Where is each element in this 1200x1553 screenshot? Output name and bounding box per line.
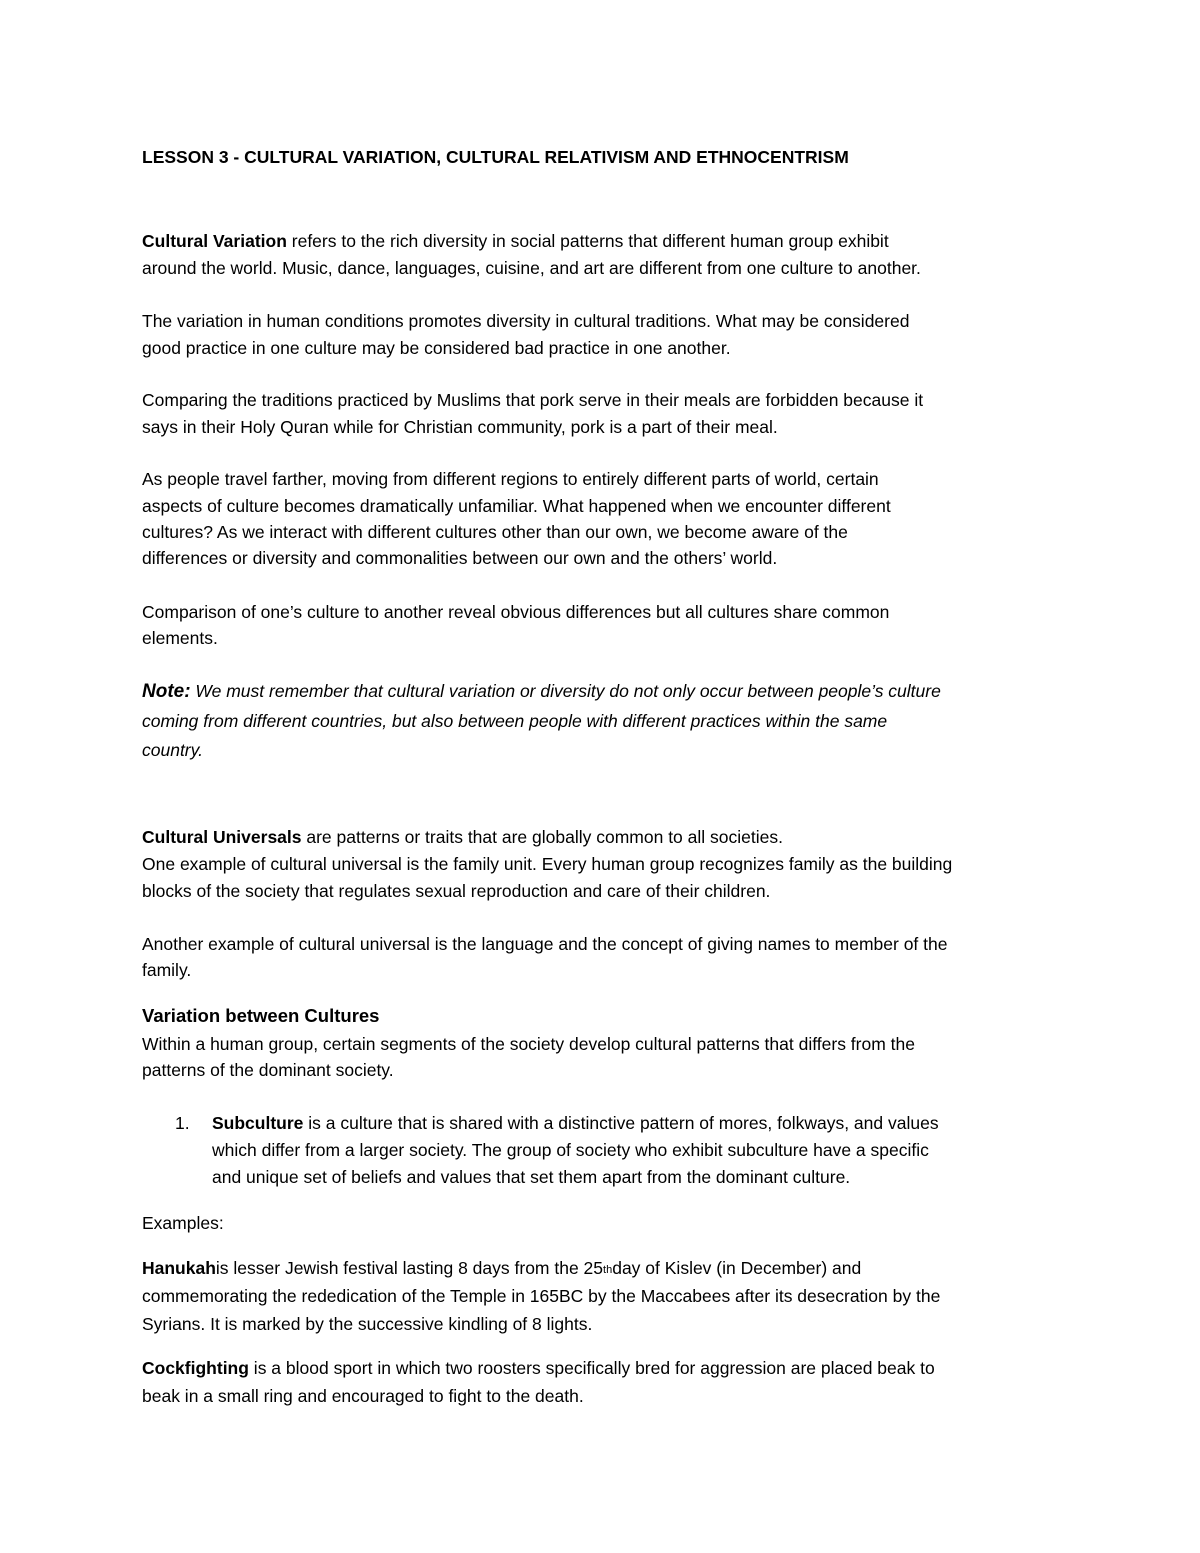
cultural-universals-line-1 [142,826,783,848]
hanukah-term: Hanukah [142,1258,216,1278]
hanukah-superscript: th [603,1264,613,1276]
paragraph-variation-line-2: good practice in one culture may be considered bad practice in one another. [142,338,731,358]
list-item-number: 1. [175,1113,190,1133]
variation-between-line-1: Within a human group, certain segments of the society develop cultural patterns that differs from the [142,1034,915,1054]
paragraph-comparison-line-1: Comparison of one’s culture to another reveal obvious differences but all cultures share common [142,602,890,622]
hanukah-line-3: Syrians. It is marked by the successive kindling of 8 lights. [142,1314,593,1334]
paragraph-comparison-line-2: elements. [142,628,218,648]
note-label: Note: [142,681,191,702]
paragraph-language-line-1: Another example of cultural universal is the language and the concept of giving names to member of the [142,934,948,954]
variation-between-line-2: patterns of the dominant society. [142,1060,394,1080]
hanukah-text-b: day of Kislev (in December) and [612,1258,862,1278]
paragraph-variation-line-1: The variation in human conditions promotes diversity in cultural traditions. What may be considered [142,311,910,331]
note-text: We must remember that cultural variation or diversity do not only occur between people’s culture [190,681,941,701]
cultural-universals-line-3: blocks of the society that regulates sexual reproduction and care of their children. [142,881,771,901]
paragraph-travel-line-4: differences or diversity and commonalities between our own and the others’ world. [142,548,778,568]
subculture-line-2: which differ from a larger society. The group of society who exhibit subculture have a specific [212,1140,929,1160]
examples-label: Examples: [142,1213,224,1233]
cockfighting-line-2: beak in a small ring and encouraged to fight to the death. [142,1386,584,1406]
paragraph-language-line-2: family. [142,960,192,980]
cultural-variation-text: refers to the rich diversity in social patterns that different human group exhibit [286,231,889,251]
cockfighting-term: Cockfighting [142,1358,249,1378]
section-heading-variation-between-cultures: Variation between Cultures [142,1005,380,1026]
cultural-universals-text: are patterns or traits that are globally common to all societies. [301,827,783,847]
cultural-variation-line-2: around the world. Music, dance, languages, cuisine, and art are different from one culture to another. [142,258,921,278]
cockfighting-text: is a blood sport in which two roosters specifically bred for aggression are placed beak to [248,1358,935,1378]
note-line-2: coming from different countries, but also between people with different practices within the same [142,711,888,731]
note-line-1 [142,680,941,703]
hanukah-line-2: commemorating the rededication of the Temple in 165BC by the Maccabees after its desecration by the [142,1286,941,1306]
hanukah-text-a: is lesser Jewish festival lasting 8 days from the 25 [215,1258,604,1278]
cockfighting-line-1 [142,1357,935,1379]
lesson-title: LESSON 3 - CULTURAL VARIATION, CULTURAL RELATIVISM AND ETHNOCENTRISM [142,147,849,167]
cultural-variation-line-1 [142,230,889,252]
paragraph-travel-line-1: As people travel farther, moving from different regions to entirely different parts of world, certain [142,469,879,489]
cultural-variation-term: Cultural Variation [142,231,287,251]
paragraph-travel-line-2: aspects of culture becomes dramatically unfamiliar. What happened when we encounter different [142,496,891,516]
paragraph-traditions-line-1: Comparing the traditions practiced by Muslims that pork serve in their meals are forbidden because it [142,390,924,410]
paragraph-traditions-line-2: says in their Holy Quran while for Christian community, pork is a part of their meal. [142,417,778,437]
note-line-3: country. [142,740,203,760]
subculture-text: is a culture that is shared with a distinctive pattern of mores, folkways, and values [303,1113,939,1133]
cultural-universals-term: Cultural Universals [142,827,302,847]
subculture-line-1 [212,1112,939,1134]
subculture-term: Subculture [212,1113,304,1133]
cultural-universals-line-2: One example of cultural universal is the family unit. Every human group recognizes family as the building [142,854,953,874]
hanukah-line-1 [142,1257,861,1281]
subculture-line-3: and unique set of beliefs and values that set them apart from the dominant culture. [212,1167,851,1187]
paragraph-travel-line-3: cultures? As we interact with different cultures other than our own, we become aware of the [142,522,848,542]
